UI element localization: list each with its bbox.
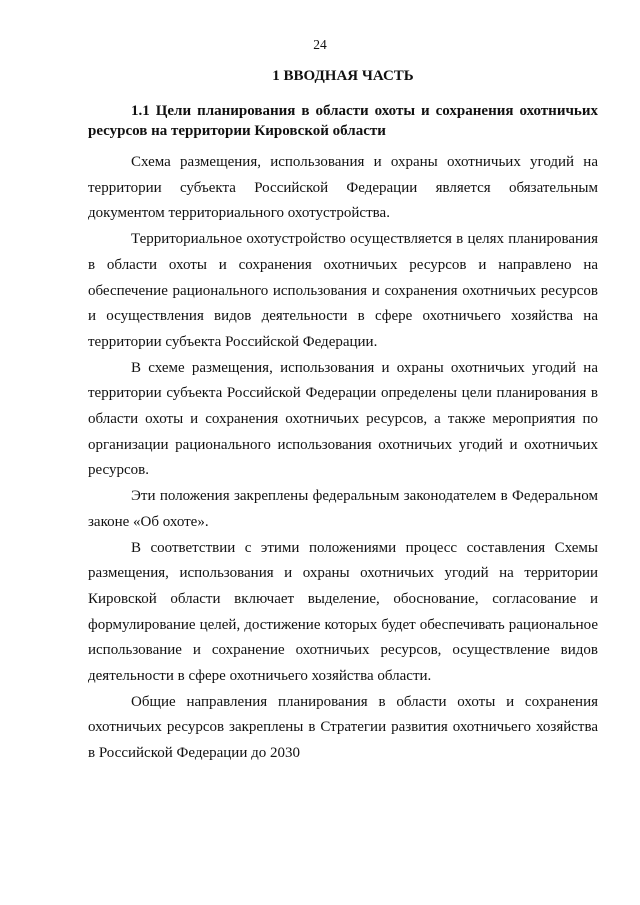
section-title: 1.1 Цели планирования в области охоты и сохранения охотничьих ресурсов на территории Кировской области <box>88 103 598 139</box>
body-text <box>88 150 598 767</box>
paragraph: Эти положения закреплены федеральным законодателем в Федеральном законе «Об охоте». <box>88 488 598 530</box>
chapter-title: 1 ВВОДНАЯ ЧАСТЬ <box>272 68 414 84</box>
paragraph: В схеме размещения, использования и охраны охотничьих угодий на территории субъекта Российской Федерации определены цели планирования в области охоты и сохранения охотничьих ресурсов, а также мероприятия по организации рационального использования охотничьих угодий и охотничьих ресурсов. <box>88 359 598 479</box>
paragraph: В соответствии с этими положениями процесс составления Схемы размещения, использования и охраны охотничьих угодий на территории Кировской области включает выделение, обоснование, согласование и формулирование целей, достижение которых будет обеспечивать рациональное использование и сохранение охотничьих ресурсов, осуществление видов деятельности в сфере охотничьего хозяйства области. <box>88 539 598 685</box>
paragraph: Схема размещения, использования и охраны охотничьих угодий на территории субъекта Российской Федерации является обязательным документом территориального охотустройства. <box>88 154 598 222</box>
paragraph: Территориальное охотустройство осуществляется в целях планирования в области охоты и сохранения охотничьих ресурсов и направлено на обеспечение рационального использования и сохранения охотничьих ресурсов и осуществления видов деятельности в сфере охотничьего хозяйства на территории субъекта Российской Федерации. <box>88 231 598 350</box>
paragraph: Общие направления планирования в области охоты и сохранения охотничьих ресурсов закреплены в Стратегии развития охотничьего хозяйства в Российской Федерации до 2030 <box>88 693 598 762</box>
page-number: 24 <box>313 37 327 52</box>
